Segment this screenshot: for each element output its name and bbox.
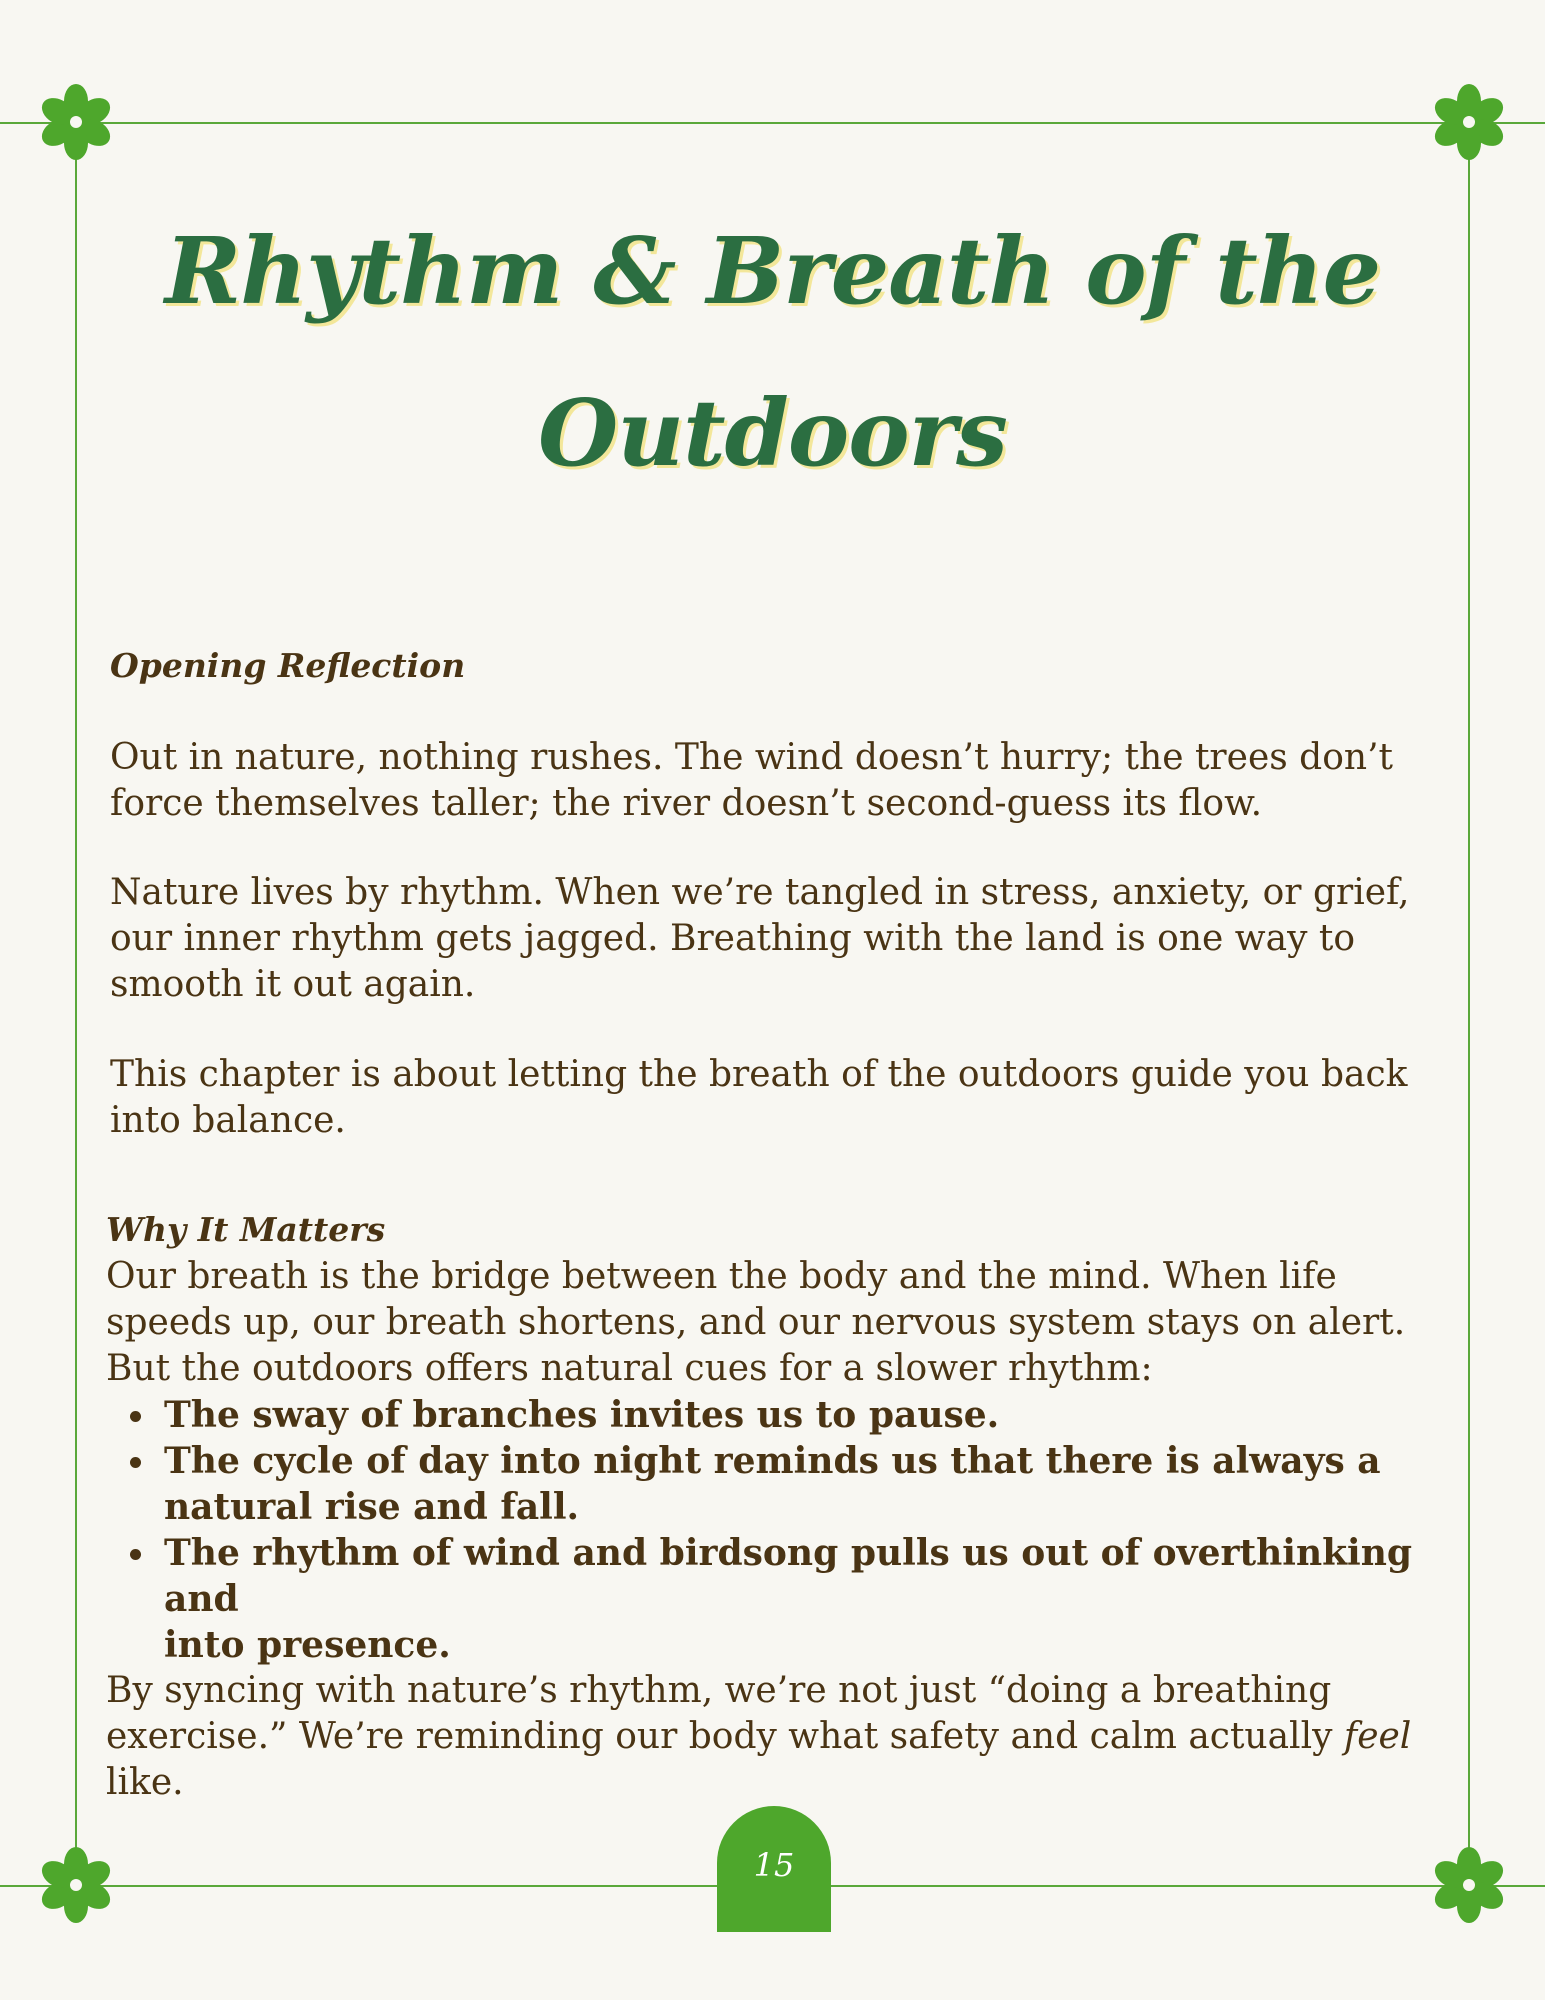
section-heading: Opening Reflection [110,646,466,685]
bullet-icon [130,1549,141,1560]
list-item: The rhythm of wind and birdsong pulls us out of overthinking and into presence. [164,1530,1436,1668]
closing-paragraph [106,1668,1436,1806]
text-line: our inner rhythm gets jagged. Breathing with the land is one way to [110,918,1355,959]
frame-line-right [1468,95,1470,1905]
bullet-icon [130,1457,141,1468]
emphasis: feel [1343,1716,1412,1757]
bullet-list [106,1392,1436,1668]
page-number-tab [717,1806,831,1932]
flower-icon [34,80,118,164]
flower-icon [1427,1843,1511,1927]
text-line: Nature lives by rhythm. When we’re tangled in stress, anxiety, or grief, [110,872,1410,913]
page-number: 15 [753,1846,795,1884]
title-line: Rhythm & Breath of the [164,217,1381,325]
text-line: exercise.” We’re reminding our body what safety and calm actually [106,1716,1344,1757]
text-line: But the outdoors offers natural cues for a slower rhythm: [106,1348,1153,1389]
list-item: The sway of branches invites us to pause. [164,1392,1436,1438]
text-line: This chapter is about letting the breath of the outdoors guide you back [110,1054,1408,1095]
text-line: speeds up, our breath shortens, and our nervous system stays on alert. [106,1302,1406,1343]
title-line: Outdoors [538,379,1007,487]
paragraph [110,735,1440,827]
opening-section [110,644,1440,688]
paragraph [110,870,1440,1008]
paragraph [110,1052,1440,1144]
why-section [106,1208,1436,1806]
text-line: By syncing with nature’s rhythm, we’re not just “doing a breathing [106,1670,1332,1711]
text-line: like. [106,1762,184,1803]
flower-icon [34,1843,118,1927]
list-item: The cycle of day into night reminds us that there is always a natural rise and fall. [164,1438,1436,1530]
frame-line-top [0,122,1545,124]
bullet-icon [130,1411,141,1422]
text-line: force themselves taller; the river doesn’t second-guess its flow. [110,783,1263,824]
text-line: Our breath is the bridge between the body and the mind. When life [106,1256,1337,1297]
section-heading: Why It Matters [106,1210,386,1249]
frame-line-left [75,95,77,1905]
text-line: into balance. [110,1100,346,1141]
text-line: smooth it out again. [110,964,476,1005]
page-title [150,190,1395,514]
flower-icon [1427,80,1511,164]
text-line: Out in nature, nothing rushes. The wind doesn’t hurry; the trees don’t [110,737,1393,778]
